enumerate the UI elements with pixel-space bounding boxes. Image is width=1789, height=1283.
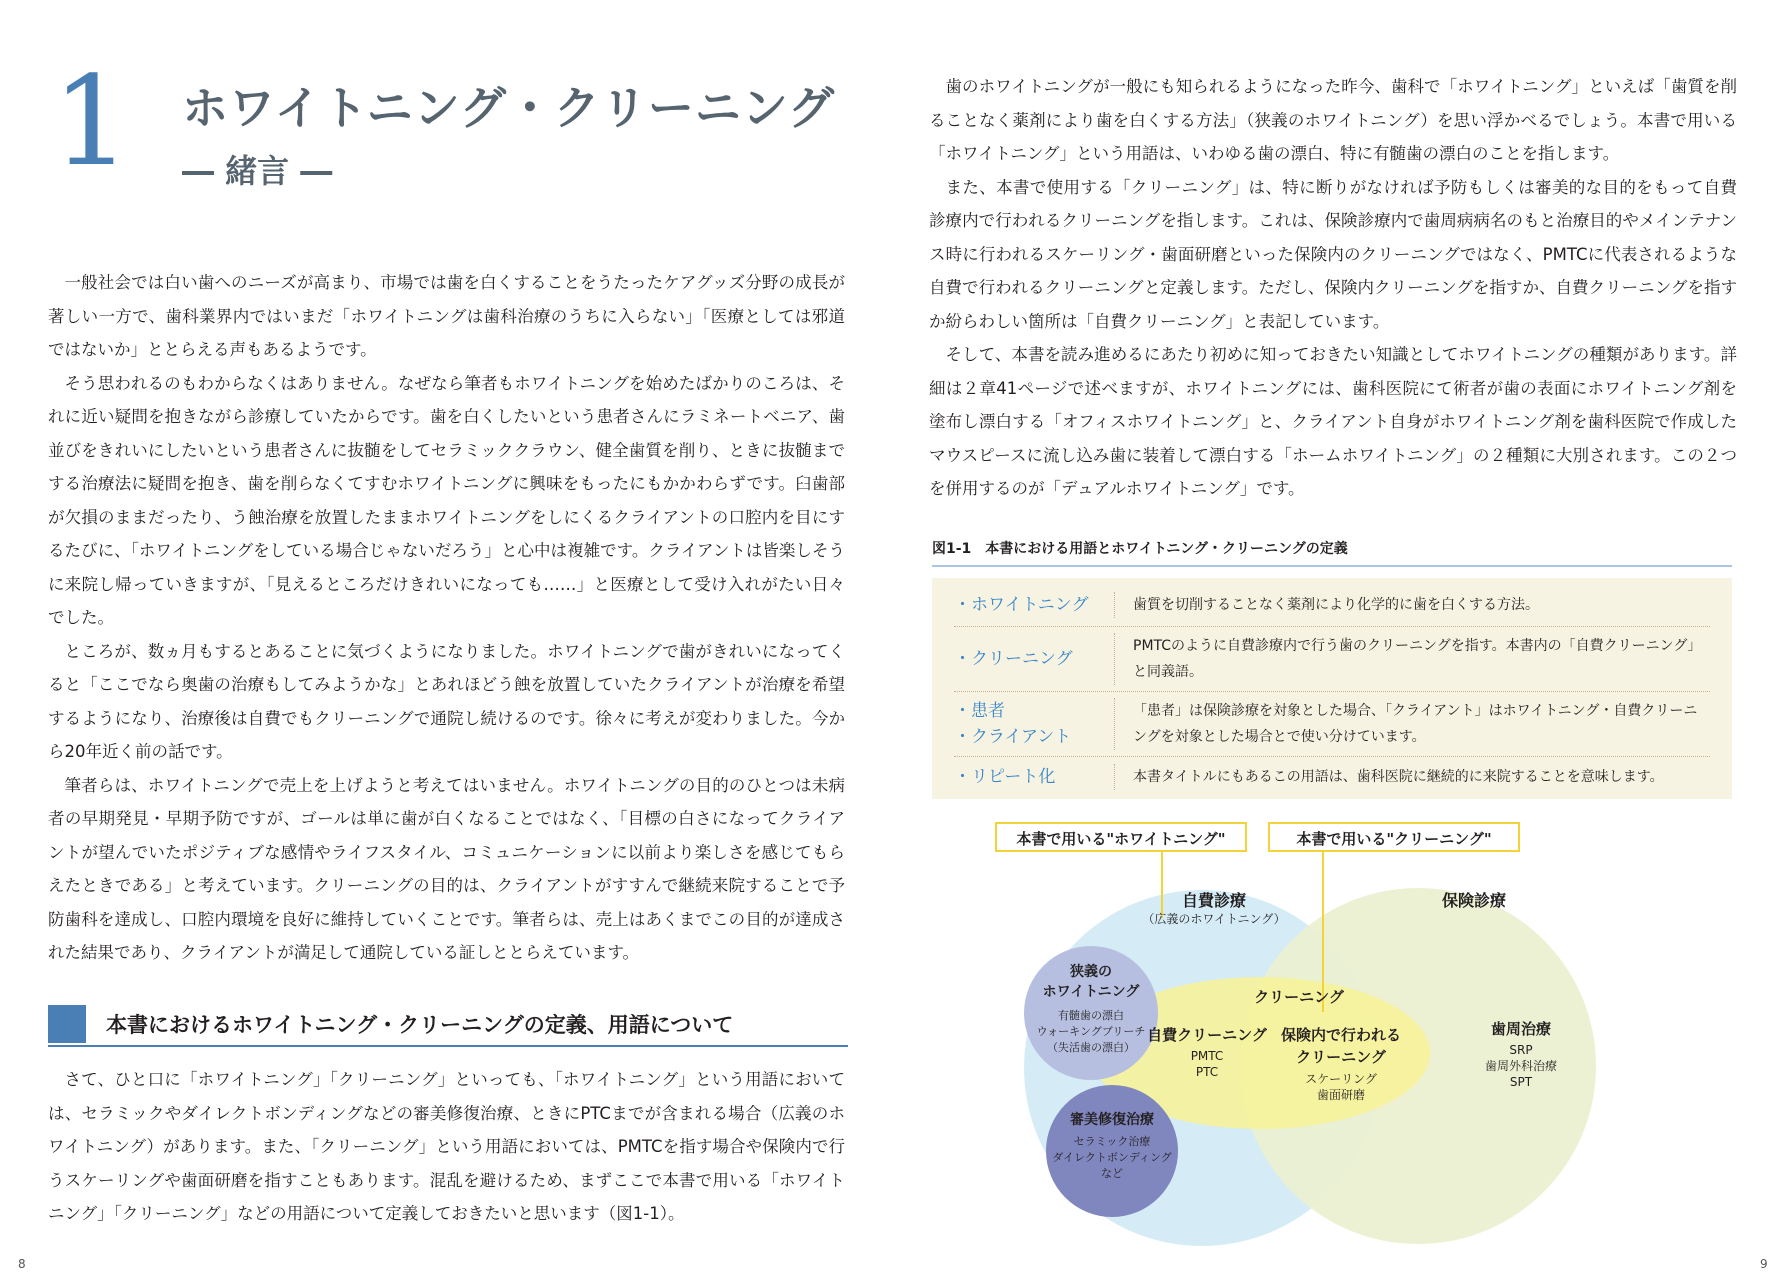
diagram-item: 歯面研磨: [1316, 1088, 1365, 1102]
diagram-item: （失活歯の漂白）: [1047, 1041, 1135, 1054]
narrow-whitening-line: ホワイトニング: [1042, 984, 1140, 1000]
diagram-item: セラミック治療: [1073, 1135, 1151, 1148]
definition-term: [954, 764, 1114, 790]
section-marker: [48, 1005, 86, 1043]
narrow-whitening-line: 狭義の: [1070, 964, 1112, 980]
paragraph: ところが、数ヵ月もするとあることに気づくようになりました。ホワイトニングで歯がきれいになってくると「ここでなら奥歯の治療もしてみようかな」とあれほどう蝕を放置していたクライアントが治療を希望するようになり、治療後は自費でもクリーニングで通院し続けるのです。徐々に考えが変わりました。今から20年近く前の話です。: [48, 641, 845, 761]
chapter-number: 1: [52, 50, 131, 194]
diagram-item: PTC: [1195, 1065, 1219, 1079]
diagram-item: 歯周外科治療: [1484, 1059, 1557, 1073]
figure-caption: 図1-1 本書における用語とホワイトニング・クリーニングの定義: [932, 541, 1348, 557]
term-label: ・患者: [954, 701, 1005, 721]
self-cleaning-label: 自費クリーニング: [1147, 1026, 1267, 1044]
self-cleaning-items: [1167, 1048, 1247, 1080]
cleaning-label: クリーニング: [1254, 988, 1344, 1006]
diagram-item: ダイレクトボンディング: [1052, 1151, 1172, 1164]
diagram-item: 有髄歯の漂白: [1058, 1009, 1124, 1022]
right-body: [929, 70, 1737, 506]
diagram-item: SPT: [1509, 1075, 1533, 1089]
definition-row: [954, 584, 1710, 627]
definition-row: [954, 757, 1710, 797]
definition-row: [954, 627, 1710, 692]
term-label: ・クリーニング: [954, 649, 1073, 669]
paragraph: 一般社会では白い歯へのニーズが高まり、市場では歯を白くすることをうたったケアグッズ分野の成長が著しい一方で、歯科業界内ではいまだ「ホワイトニングは歯科治療のうちに入らない」「医療としては邪道ではないか」ととらえる声もあるようです。: [48, 273, 845, 359]
self-pay-label: 自費診療: [1181, 891, 1246, 910]
definition-description: PMTCのように自費診療内で行う歯のクリーニングを指す。本書内の「自費クリーニング」と同義語。: [1114, 633, 1710, 685]
chapter-subtitle: ― 緒言 ―: [182, 152, 333, 190]
definition-description: 本書タイトルにもあるこの用語は、歯科医院に継続的に来院することを意味します。: [1114, 764, 1710, 790]
definition-term: [954, 698, 1114, 750]
definition-description: 歯質を切削することなく薬剤により化学的に歯を白くする方法。: [1114, 592, 1710, 618]
diagram-item: PMTC: [1190, 1049, 1224, 1063]
page-number-left: 8: [18, 1257, 26, 1271]
insurance-label: 保険診療: [1441, 891, 1506, 910]
section-body: [48, 1063, 845, 1231]
term-label: ・クライアント: [954, 727, 1072, 747]
paragraph: さて、ひと口に「ホワイトニング」「クリーニング」といっても、「ホワイトニング」という用語においては、セラミックやダイレクトボンディングなどの審美修復治療、ときにPTCまでが含まれる場合（広義のホワイトニング）があります。また、「クリーニング」という用語においては、PMTCを指す場合や保険内で行うスケーリングや歯面研磨を指すこともあります。混乱を避けるため、まずここで本書で用いる「ホワイトニング」「クリーニング」などの用語について定義しておきたいと思います（図1-1）。: [48, 1070, 845, 1223]
paragraph: 筆者らは、ホワイトニングで売上を上げようと考えてはいません。ホワイトニングの目的のひとつは未病者の早期発見・早期予防ですが、ゴールは単に歯が白くなることではなく、「目標の白さになってクライアントが望んでいたポジティブな感情やライフスタイル、コミュニケーションに以前より楽しさを感じてもらえたときである」と考えています。クリーニングの目的は、クライアントがすすんで継続来院することで予防歯科を達成し、口腔内環境を良好に維持していくことです。筆者らは、売上はあくまでこの目的が達成された結果であり、クライアントが満足して通院している証しととらえています。: [48, 775, 845, 962]
paragraph: また、本書で使用する「クリーニング」は、特に断りがなければ予防もしくは審美的な目的をもって自費診療内で行われるクリーニングを指します。これは、保険診療内で歯周病病名のもと治療目的やメインテナンス時に行われるスケーリング・歯面研磨といった保険内のクリーニングではなく、PMTCに代表されるような自費で行われるクリーニングと定義します。ただし、保険内クリーニングを指すか、自費クリーニングを指すか紛らわしい箇所は「自費クリーニング」と表記しています。: [929, 177, 1737, 331]
paragraph: そして、本書を読み進めるにあたり初めに知っておきたい知識としてホワイトニングの種類があります。詳細は２章41ページで述べますが、ホワイトニングには、歯科医院にて術者が歯の表面にホワイトニング剤を塗布し漂白する「オフィスホワイトニング」と、クライアント自身がホワイトニング剤を歯科医院で作成したマウスピースに流し込み歯に装着して漂白する「ホームホワイトニング」の２種類に大別されます。この２つを併用するのが「デュアルホワイトニング」です。: [929, 345, 1737, 498]
term-label: ・ホワイトニング: [954, 595, 1089, 615]
diagram-item: ウォーキングブリーチ: [1036, 1025, 1146, 1038]
right-page: [894, 0, 1789, 1283]
left-page: [0, 0, 894, 1283]
paragraph: そう思われるのもわからなくはありません。なぜなら筆者もホワイトニングを始めたばかりのころは、それに近い疑問を抱きながら診療していたからです。歯を白くしたいという患者さんにラミネートベニア、歯並びをきれいにしたいという患者さんに抜髄をしてセラミッククラウン、健全歯質を削り、ときに抜髄までする治療法に疑問を抱き、歯を削らなくてすむホワイトニングに興味をもったにもかかわらずです。臼歯部が欠損のままだったり、う蝕治療を放置したままホワイトニングをしにくるクライアントの口腔内を目にするたびに、「ホワイトニングをしている場合じゃないだろう」と心中は複雑です。クライアントは皆楽しそうに来院し帰っていきますが、「見えるところだけきれいになっても……」と医療として受け入れがたい日々でした。: [48, 373, 845, 627]
figure-rule: [932, 565, 1732, 567]
callout-whitening: 本書で用いる"ホワイトニング": [995, 822, 1247, 852]
definition-term: [954, 592, 1114, 618]
definition-row: [954, 692, 1710, 757]
diagram-item: など: [1101, 1167, 1123, 1180]
aesthetic-items: [1037, 1134, 1187, 1182]
definition-description: 「患者」は保険診療を対象とした場合、「クライアント」はホワイトニング・自費クリーニングを対象とした場合とで使い分けています。: [1114, 698, 1710, 750]
insurance-cleaning-line: クリーニング: [1296, 1048, 1386, 1066]
insurance-cleaning-title: [1266, 1024, 1416, 1068]
term-label: ・リピート化: [954, 767, 1056, 787]
narrow-whitening-title: [1026, 962, 1156, 1002]
section-heading: [48, 1005, 848, 1047]
definition-term: [954, 646, 1114, 672]
page-number-right: 9: [1760, 1257, 1768, 1271]
diagram-item: SRP: [1509, 1043, 1533, 1057]
perio-label: 歯周治療: [1490, 1020, 1551, 1038]
definition-table: [932, 578, 1732, 799]
chapter-title: ホワイトニング・クリーニング: [182, 81, 835, 135]
insurance-cleaning-items: [1291, 1071, 1391, 1103]
diagram-item: スケーリング: [1305, 1072, 1377, 1086]
section-heading-text: 本書におけるホワイトニング・クリーニングの定義、用語について: [106, 1013, 734, 1037]
insurance-cleaning-line: 保険内で行われる: [1280, 1026, 1401, 1044]
paragraph: 歯のホワイトニングが一般にも知られるようになった昨今、歯科で「ホワイトニング」といえば「歯質を削ることなく薬剤により歯を白くする方法」（狭義のホワイトニング）を思い浮かべるでしょう。本書で用いる「ホワイトニング」という用語は、いわゆる歯の漂白、特に有髄歯の漂白のことを指します。: [929, 77, 1737, 163]
callout-cleaning: 本書で用いる"クリーニング": [1268, 822, 1520, 852]
perio-items: [1466, 1042, 1576, 1090]
aesthetic-title: 審美修復治療: [1070, 1112, 1154, 1128]
venn-diagram: [964, 816, 1664, 1256]
intro-body: [48, 266, 845, 970]
self-pay-sublabel: （広義のホワイトニング）: [1142, 912, 1286, 926]
